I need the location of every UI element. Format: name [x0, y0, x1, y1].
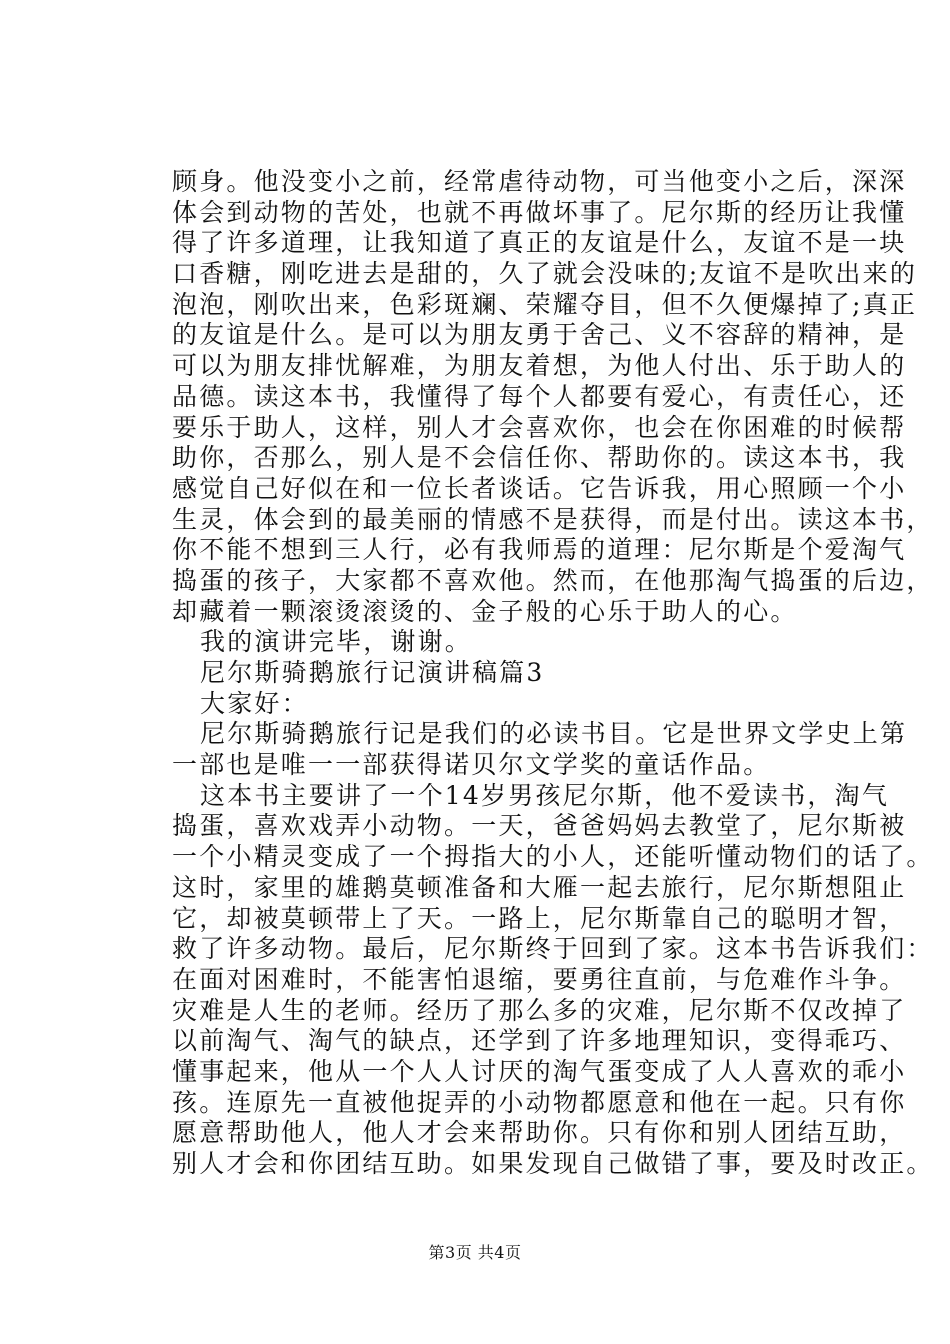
text-line: 它，却被莫顿带上了天。一路上，尼尔斯靠自己的聪明才智， [172, 903, 907, 933]
text-line: 以前淘气、淘气的缺点，还学到了许多地理知识，变得乖巧、 [172, 1026, 907, 1056]
text-line: 救了许多动物。最后，尼尔斯终于回到了家。这本书告诉我们： [172, 934, 934, 964]
text-line: 泡泡，刚吹出来，色彩斑斓、荣耀夺目，但不久便爆掉了;真正 [172, 289, 918, 319]
text-line: 这时，家里的雄鹅莫顿准备和大雁一起去旅行，尼尔斯想阻止 [172, 872, 907, 902]
text-line: 体会到动物的苦处，也就不再做坏事了。尼尔斯的经历让我懂 [172, 197, 907, 227]
text-line: 我的演讲完毕，谢谢。 [200, 627, 473, 657]
text-line: 尼尔斯骑鹅旅行记是我们的必读书目。它是世界文学史上第 [200, 719, 908, 749]
text-line: 品德。读这本书，我懂得了每个人都要有爱心，有责任心，还 [172, 381, 907, 411]
text-line: 尼尔斯骑鹅旅行记演讲稿篇3 [200, 658, 545, 687]
page-footer: 第3页 共4页 [428, 1243, 522, 1262]
text-line: 助你，否那么，别人是不会信任你、帮助你的。读这本书，我 [172, 443, 907, 473]
text-line: 得了许多道理，让我知道了真正的友谊是什么，友谊不是一块 [172, 228, 907, 258]
text-line: 生灵，体会到的最美丽的情感不是获得，而是付出。读这本书， [172, 504, 934, 534]
text-line: 在面对困难时，不能害怕退缩，要勇往直前，与危难作斗争。 [172, 964, 907, 994]
text-line: 的友谊是什么。是可以为朋友勇于舍己、义不容辞的精神，是 [172, 320, 907, 350]
text-line: 可以为朋友排忧解难，为朋友着想，为他人付出、乐于助人的 [172, 351, 907, 381]
text-line: 别人才会和你团结互助。如果发现自己做错了事，要及时改正。 [172, 1149, 934, 1178]
text-line: 一部也是唯一一部获得诺贝尔文学奖的童话作品。 [172, 750, 771, 780]
text-line: 顾身。他没变小之前，经常虐待动物，可当他变小之后，深深 [172, 167, 907, 196]
text-line: 却藏着一颗滚烫滚烫的、金子般的心乐于助人的心。 [172, 596, 798, 626]
text-line: 感觉自己好似在和一位长者谈话。它告诉我，用心照顾一个小 [172, 473, 907, 503]
text-line: 要乐于助人，这样，别人才会喜欢你，也会在你困难的时候帮 [172, 412, 907, 442]
text-line: 这本书主要讲了一个14岁男孩尼尔斯，他不爱读书，淘气 [200, 780, 890, 810]
text-line: 灾难是人生的老师。经历了那么多的灾难，尼尔斯不仅改掉了 [172, 995, 907, 1025]
document-body [172, 167, 934, 1180]
text-line: 懂事起来，他从一个人人讨厌的淘气蛋变成了人人喜欢的乖小 [172, 1056, 907, 1086]
text-line: 你不能不想到三人行，必有我师焉的道理：尼尔斯是个爱淘气 [172, 535, 907, 565]
text-line: 口香糖，刚吃进去是甜的，久了就会没味的;友谊不是吹出来的 [172, 259, 918, 289]
text-line: 愿意帮助他人，他人才会来帮助你。只有你和别人团结互助， [172, 1118, 907, 1148]
text-line: 捣蛋，喜欢戏弄小动物。一天，爸爸妈妈去教堂了，尼尔斯被 [172, 811, 907, 841]
text-line: 孩。连原先一直被他捉弄的小动物都愿意和他在一起。只有你 [172, 1087, 907, 1117]
text-line: 一个小精灵变成了一个拇指大的小人，还能听懂动物们的话了。 [172, 842, 934, 872]
text-line: 大家好： [200, 688, 309, 718]
text-line: 捣蛋的孩子，大家都不喜欢他。然而，在他那淘气捣蛋的后边， [172, 565, 934, 595]
